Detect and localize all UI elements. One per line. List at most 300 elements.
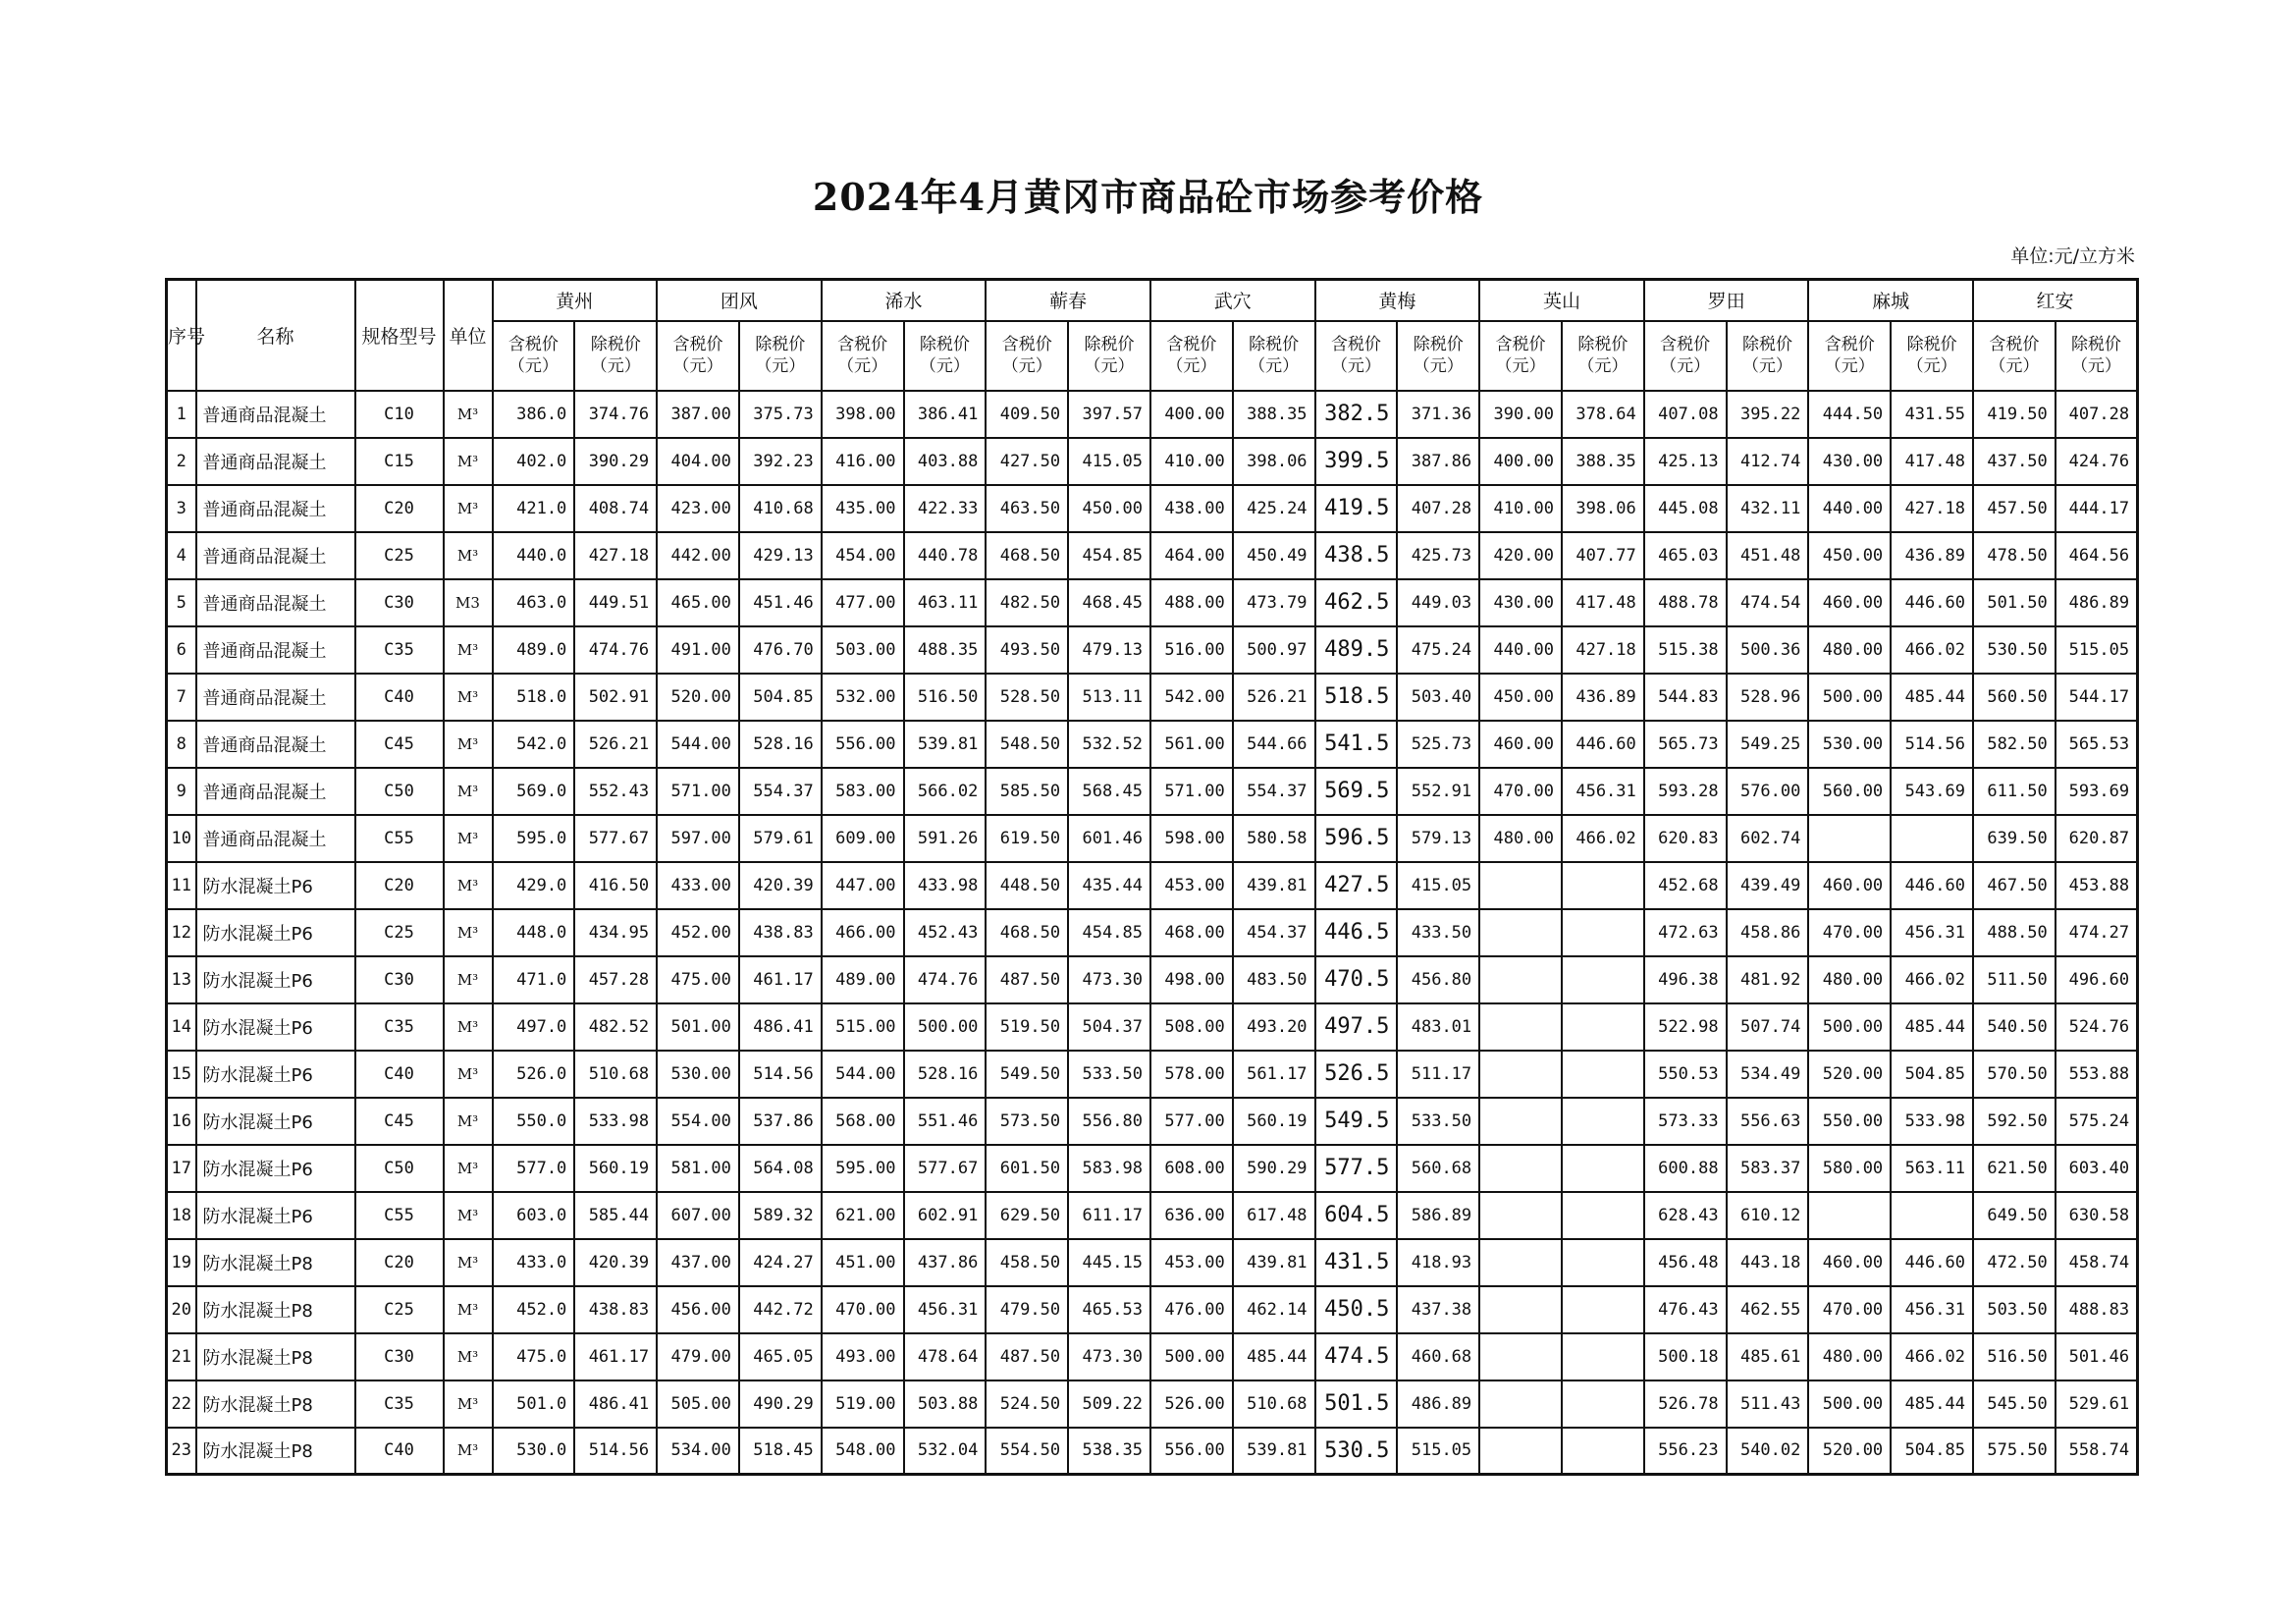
spec-grade: C50 xyxy=(355,768,444,815)
price-tax-included xyxy=(1479,862,1562,909)
price-tax-included: 440.00 xyxy=(1808,485,1891,532)
price-tax-included: 472.63 xyxy=(1644,909,1727,956)
row-index: 19 xyxy=(167,1239,196,1286)
price-tax-included xyxy=(1479,1239,1562,1286)
unit-cell: M³ xyxy=(444,1145,493,1192)
price-tax-excluded: 454.37 xyxy=(1233,909,1315,956)
price-tax-included: 520.00 xyxy=(657,674,739,721)
price-tax-included: 453.00 xyxy=(1150,1239,1233,1286)
price-tax-included: 466.00 xyxy=(822,909,904,956)
price-tax-included: 488.78 xyxy=(1644,579,1727,626)
price-tax-excluded: 528.16 xyxy=(904,1051,987,1098)
price-tax-included: 621.50 xyxy=(1973,1145,2056,1192)
spec-grade: C15 xyxy=(355,438,444,485)
price-tax-included: 491.00 xyxy=(657,626,739,674)
price-tax-included: 446.5 xyxy=(1315,909,1398,956)
price-tax-excluded: 398.06 xyxy=(1233,438,1315,485)
price-tax-included: 467.50 xyxy=(1973,862,2056,909)
price-tax-excluded xyxy=(1562,1239,1644,1286)
price-tax-excluded: 464.56 xyxy=(2056,532,2138,579)
tax-included-header: 含税价（元） xyxy=(1315,321,1398,391)
price-tax-excluded: 500.00 xyxy=(904,1003,987,1051)
price-tax-excluded: 553.88 xyxy=(2056,1051,2138,1098)
price-tax-included: 500.00 xyxy=(1808,1003,1891,1051)
price-tax-excluded: 485.44 xyxy=(1891,1380,1973,1428)
table-row xyxy=(167,1145,2138,1192)
price-tax-excluded: 386.41 xyxy=(904,391,987,438)
price-tax-included: 549.5 xyxy=(1315,1098,1398,1145)
price-tax-included: 550.00 xyxy=(1808,1098,1891,1145)
price-tax-excluded: 501.46 xyxy=(2056,1333,2138,1380)
price-tax-included: 462.5 xyxy=(1315,579,1398,626)
price-tax-included: 554.00 xyxy=(657,1098,739,1145)
price-tax-included: 477.00 xyxy=(822,579,904,626)
price-tax-excluded: 560.19 xyxy=(574,1145,657,1192)
price-tax-excluded xyxy=(1562,1333,1644,1380)
price-tax-excluded: 514.56 xyxy=(1891,721,1973,768)
price-tax-included: 595.0 xyxy=(493,815,575,862)
city-header: 英山 xyxy=(1479,280,1644,321)
price-tax-excluded: 445.15 xyxy=(1068,1239,1150,1286)
price-tax-included: 479.00 xyxy=(657,1333,739,1380)
price-tax-excluded: 424.76 xyxy=(2056,438,2138,485)
price-tax-excluded: 475.24 xyxy=(1397,626,1479,674)
price-tax-included: 516.00 xyxy=(1150,626,1233,674)
table-row xyxy=(167,438,2138,485)
tax-included-header: 含税价（元） xyxy=(1150,321,1233,391)
price-tax-excluded: 526.21 xyxy=(574,721,657,768)
price-tax-excluded: 568.45 xyxy=(1068,768,1150,815)
price-tax-excluded: 453.88 xyxy=(2056,862,2138,909)
product-name: 普通商品混凝土 xyxy=(196,674,355,721)
price-tax-included: 382.5 xyxy=(1315,391,1398,438)
price-tax-included: 423.00 xyxy=(657,485,739,532)
price-tax-excluded: 388.35 xyxy=(1562,438,1644,485)
price-tax-included: 573.33 xyxy=(1644,1098,1727,1145)
table-row xyxy=(167,391,2138,438)
price-tax-included: 480.00 xyxy=(1808,956,1891,1003)
price-tax-excluded: 551.46 xyxy=(904,1098,987,1145)
price-tax-excluded: 503.40 xyxy=(1397,674,1479,721)
price-tax-included: 519.00 xyxy=(822,1380,904,1428)
row-index: 9 xyxy=(167,768,196,815)
price-tax-excluded: 452.43 xyxy=(904,909,987,956)
price-tax-included: 556.00 xyxy=(822,721,904,768)
price-tax-excluded: 560.19 xyxy=(1233,1098,1315,1145)
price-tax-included: 540.50 xyxy=(1973,1003,2056,1051)
page-title: 2024年4月黄冈市商品砼市场参考价格 xyxy=(812,175,1484,219)
price-tax-excluded: 591.26 xyxy=(904,815,987,862)
price-tax-excluded: 466.02 xyxy=(1891,626,1973,674)
price-tax-excluded: 564.08 xyxy=(739,1145,822,1192)
price-tax-included: 387.00 xyxy=(657,391,739,438)
price-tax-included: 463.50 xyxy=(986,485,1068,532)
col-header-unit: 单位 xyxy=(444,280,493,391)
price-tax-excluded: 526.21 xyxy=(1233,674,1315,721)
price-tax-included: 440.0 xyxy=(493,532,575,579)
price-tax-included: 544.83 xyxy=(1644,674,1727,721)
price-tax-included: 500.18 xyxy=(1644,1333,1727,1380)
unit-cell: M³ xyxy=(444,391,493,438)
price-tax-included: 470.00 xyxy=(1808,909,1891,956)
unit-cell: M³ xyxy=(444,815,493,862)
price-tax-included: 545.50 xyxy=(1973,1380,2056,1428)
price-tax-included: 438.00 xyxy=(1150,485,1233,532)
price-tax-included: 518.0 xyxy=(493,674,575,721)
table-row xyxy=(167,721,2138,768)
price-tax-included: 471.0 xyxy=(493,956,575,1003)
col-header-spec: 规格型号 xyxy=(355,280,444,391)
product-name: 防水混凝土P6 xyxy=(196,862,355,909)
spec-grade: C40 xyxy=(355,1051,444,1098)
price-tax-excluded: 420.39 xyxy=(574,1239,657,1286)
price-tax-included xyxy=(1479,1428,1562,1475)
price-tax-included: 480.00 xyxy=(1808,1333,1891,1380)
spec-grade: C35 xyxy=(355,626,444,674)
unit-cell: M³ xyxy=(444,1239,493,1286)
price-tax-excluded: 561.17 xyxy=(1233,1051,1315,1098)
tax-included-header: 含税价（元） xyxy=(657,321,739,391)
price-tax-included: 470.00 xyxy=(1479,768,1562,815)
table-row xyxy=(167,1428,2138,1475)
spec-grade: C25 xyxy=(355,909,444,956)
price-tax-excluded: 510.68 xyxy=(1233,1380,1315,1428)
price-tax-excluded: 575.24 xyxy=(2056,1098,2138,1145)
price-tax-excluded: 388.35 xyxy=(1233,391,1315,438)
price-tax-included: 518.5 xyxy=(1315,674,1398,721)
price-tax-excluded: 450.00 xyxy=(1068,485,1150,532)
tax-excluded-header: 除税价（元） xyxy=(904,321,987,391)
price-tax-excluded: 611.17 xyxy=(1068,1192,1150,1239)
price-tax-included: 520.00 xyxy=(1808,1051,1891,1098)
price-tax-included xyxy=(1479,1192,1562,1239)
price-tax-included: 556.00 xyxy=(1150,1428,1233,1475)
price-tax-excluded: 560.68 xyxy=(1397,1145,1479,1192)
price-tax-excluded: 528.96 xyxy=(1727,674,1809,721)
price-tax-excluded: 456.31 xyxy=(1562,768,1644,815)
product-name: 普通商品混凝土 xyxy=(196,532,355,579)
price-tax-included: 580.00 xyxy=(1808,1145,1891,1192)
price-tax-included: 386.0 xyxy=(493,391,575,438)
price-tax-excluded: 446.60 xyxy=(1891,862,1973,909)
unit-cell: M³ xyxy=(444,862,493,909)
price-tax-excluded: 446.60 xyxy=(1562,721,1644,768)
spec-grade: C55 xyxy=(355,1192,444,1239)
row-index: 7 xyxy=(167,674,196,721)
row-index: 13 xyxy=(167,956,196,1003)
table-body xyxy=(167,391,2138,1475)
price-tax-included: 470.5 xyxy=(1315,956,1398,1003)
price-tax-included xyxy=(1479,1380,1562,1428)
price-tax-excluded: 417.48 xyxy=(1891,438,1973,485)
spec-grade: C30 xyxy=(355,956,444,1003)
price-tax-included: 402.0 xyxy=(493,438,575,485)
price-tax-included: 433.0 xyxy=(493,1239,575,1286)
product-name: 防水混凝土P6 xyxy=(196,1051,355,1098)
row-index: 4 xyxy=(167,532,196,579)
price-tax-included: 452.68 xyxy=(1644,862,1727,909)
spec-grade: C35 xyxy=(355,1003,444,1051)
spec-grade: C55 xyxy=(355,815,444,862)
col-header-name: 名称 xyxy=(196,280,355,391)
product-name: 防水混凝土P8 xyxy=(196,1286,355,1333)
price-tax-included: 501.0 xyxy=(493,1380,575,1428)
price-tax-included: 482.50 xyxy=(986,579,1068,626)
price-tax-excluded: 407.28 xyxy=(1397,485,1479,532)
price-tax-excluded: 429.13 xyxy=(739,532,822,579)
price-tax-included: 542.00 xyxy=(1150,674,1233,721)
unit-cell: M³ xyxy=(444,956,493,1003)
price-tax-included: 474.5 xyxy=(1315,1333,1398,1380)
price-tax-excluded: 412.74 xyxy=(1727,438,1809,485)
price-tax-included: 493.50 xyxy=(986,626,1068,674)
price-tax-excluded: 431.55 xyxy=(1891,391,1973,438)
price-tax-excluded: 566.02 xyxy=(904,768,987,815)
price-tax-excluded: 552.43 xyxy=(574,768,657,815)
price-tax-excluded: 371.36 xyxy=(1397,391,1479,438)
price-tax-included: 597.00 xyxy=(657,815,739,862)
price-tax-excluded: 422.33 xyxy=(904,485,987,532)
price-tax-included: 530.00 xyxy=(657,1051,739,1098)
price-tax-excluded: 603.40 xyxy=(2056,1145,2138,1192)
price-tax-excluded: 456.31 xyxy=(1891,1286,1973,1333)
price-tax-excluded: 461.17 xyxy=(574,1333,657,1380)
price-tax-excluded: 577.67 xyxy=(904,1145,987,1192)
price-tax-included xyxy=(1808,815,1891,862)
price-tax-excluded: 443.18 xyxy=(1727,1239,1809,1286)
price-tax-excluded: 407.77 xyxy=(1562,532,1644,579)
table-row xyxy=(167,862,2138,909)
price-tax-excluded: 403.88 xyxy=(904,438,987,485)
price-tax-included: 629.50 xyxy=(986,1192,1068,1239)
product-name: 普通商品混凝土 xyxy=(196,626,355,674)
price-tax-included: 498.00 xyxy=(1150,956,1233,1003)
price-tax-excluded: 601.46 xyxy=(1068,815,1150,862)
city-header: 罗田 xyxy=(1644,280,1809,321)
price-tax-excluded: 451.48 xyxy=(1727,532,1809,579)
price-table xyxy=(165,278,2139,1476)
price-tax-included: 515.38 xyxy=(1644,626,1727,674)
price-tax-excluded: 533.50 xyxy=(1068,1051,1150,1098)
price-tax-included: 603.0 xyxy=(493,1192,575,1239)
price-tax-excluded: 438.83 xyxy=(739,909,822,956)
price-tax-included: 649.50 xyxy=(1973,1192,2056,1239)
table-row xyxy=(167,1380,2138,1428)
tax-excluded-header: 除税价（元） xyxy=(1397,321,1479,391)
price-tax-excluded: 439.49 xyxy=(1727,862,1809,909)
price-tax-excluded: 439.81 xyxy=(1233,1239,1315,1286)
price-tax-excluded: 436.89 xyxy=(1891,532,1973,579)
price-tax-included: 488.50 xyxy=(1973,909,2056,956)
price-tax-included: 407.08 xyxy=(1644,391,1727,438)
price-tax-included: 530.5 xyxy=(1315,1428,1398,1475)
price-tax-excluded: 427.18 xyxy=(574,532,657,579)
price-tax-excluded: 458.86 xyxy=(1727,909,1809,956)
product-name: 防水混凝土P6 xyxy=(196,1098,355,1145)
price-tax-included xyxy=(1479,1286,1562,1333)
price-tax-excluded: 593.69 xyxy=(2056,768,2138,815)
spec-grade: C40 xyxy=(355,1428,444,1475)
tax-excluded-header: 除税价（元） xyxy=(2056,321,2138,391)
price-tax-excluded: 516.50 xyxy=(904,674,987,721)
price-tax-excluded: 502.91 xyxy=(574,674,657,721)
unit-cell: M³ xyxy=(444,626,493,674)
price-tax-excluded: 493.20 xyxy=(1233,1003,1315,1051)
price-tax-excluded: 504.85 xyxy=(1891,1051,1973,1098)
price-tax-included: 465.03 xyxy=(1644,532,1727,579)
price-tax-included: 577.0 xyxy=(493,1145,575,1192)
price-tax-included: 400.00 xyxy=(1150,391,1233,438)
price-tax-included: 463.0 xyxy=(493,579,575,626)
table-row xyxy=(167,956,2138,1003)
price-tax-included: 560.00 xyxy=(1808,768,1891,815)
tax-included-header: 含税价（元） xyxy=(1644,321,1727,391)
price-tax-included: 639.50 xyxy=(1973,815,2056,862)
price-tax-excluded: 576.00 xyxy=(1727,768,1809,815)
price-tax-included: 565.73 xyxy=(1644,721,1727,768)
price-tax-excluded: 462.14 xyxy=(1233,1286,1315,1333)
price-tax-excluded: 543.69 xyxy=(1891,768,1973,815)
price-tax-included: 464.00 xyxy=(1150,532,1233,579)
price-tax-included: 550.53 xyxy=(1644,1051,1727,1098)
price-tax-excluded: 449.03 xyxy=(1397,579,1479,626)
price-tax-excluded: 432.11 xyxy=(1727,485,1809,532)
product-name: 普通商品混凝土 xyxy=(196,768,355,815)
table-row xyxy=(167,1098,2138,1145)
price-tax-included: 571.00 xyxy=(1150,768,1233,815)
price-tax-excluded: 473.79 xyxy=(1233,579,1315,626)
price-tax-included: 427.50 xyxy=(986,438,1068,485)
price-tax-excluded: 556.63 xyxy=(1727,1098,1809,1145)
spec-grade: C35 xyxy=(355,1380,444,1428)
price-tax-included: 419.50 xyxy=(1973,391,2056,438)
price-tax-included: 582.50 xyxy=(1973,721,2056,768)
price-tax-excluded: 602.74 xyxy=(1727,815,1809,862)
price-tax-excluded: 478.64 xyxy=(904,1333,987,1380)
price-tax-excluded: 465.05 xyxy=(739,1333,822,1380)
product-name: 普通商品混凝土 xyxy=(196,485,355,532)
table-row xyxy=(167,815,2138,862)
product-name: 普通商品混凝土 xyxy=(196,579,355,626)
price-tax-included: 476.00 xyxy=(1150,1286,1233,1333)
price-tax-excluded: 554.37 xyxy=(1233,768,1315,815)
price-tax-included xyxy=(1808,1192,1891,1239)
price-tax-excluded: 427.18 xyxy=(1891,485,1973,532)
price-tax-excluded: 390.29 xyxy=(574,438,657,485)
table-row xyxy=(167,1192,2138,1239)
price-tax-included xyxy=(1479,1051,1562,1098)
price-tax-included: 480.00 xyxy=(1808,626,1891,674)
price-tax-included: 500.00 xyxy=(1808,674,1891,721)
price-tax-included: 458.50 xyxy=(986,1239,1068,1286)
price-tax-included: 500.00 xyxy=(1150,1333,1233,1380)
price-tax-excluded: 424.27 xyxy=(739,1239,822,1286)
price-tax-included: 530.0 xyxy=(493,1428,575,1475)
tax-excluded-header: 除税价（元） xyxy=(739,321,822,391)
price-tax-included: 438.5 xyxy=(1315,532,1398,579)
product-name: 普通商品混凝土 xyxy=(196,721,355,768)
unit-note: 单位:元/立方米 xyxy=(2010,245,2135,267)
price-tax-excluded: 488.35 xyxy=(904,626,987,674)
spec-grade: C45 xyxy=(355,1098,444,1145)
price-tax-excluded: 529.61 xyxy=(2056,1380,2138,1428)
city-header: 黄州 xyxy=(493,280,658,321)
price-tax-included: 440.00 xyxy=(1479,626,1562,674)
price-tax-included: 585.50 xyxy=(986,768,1068,815)
unit-cell: M³ xyxy=(444,1286,493,1333)
price-tax-included: 575.50 xyxy=(1973,1428,2056,1475)
price-tax-included: 427.5 xyxy=(1315,862,1398,909)
price-tax-included xyxy=(1479,956,1562,1003)
price-tax-included: 478.50 xyxy=(1973,532,2056,579)
price-tax-excluded: 485.44 xyxy=(1233,1333,1315,1380)
row-index: 1 xyxy=(167,391,196,438)
price-tax-excluded: 474.27 xyxy=(2056,909,2138,956)
price-tax-included: 520.00 xyxy=(1808,1428,1891,1475)
price-tax-excluded: 500.36 xyxy=(1727,626,1809,674)
price-tax-included: 468.50 xyxy=(986,532,1068,579)
price-tax-excluded: 463.11 xyxy=(904,579,987,626)
table-row xyxy=(167,485,2138,532)
unit-cell: M³ xyxy=(444,485,493,532)
price-tax-excluded: 539.81 xyxy=(1233,1428,1315,1475)
price-tax-included: 399.5 xyxy=(1315,438,1398,485)
price-tax-included: 468.50 xyxy=(986,909,1068,956)
tax-excluded-header: 除税价（元） xyxy=(1068,321,1150,391)
price-tax-included: 503.00 xyxy=(822,626,904,674)
price-tax-excluded: 514.56 xyxy=(739,1051,822,1098)
price-tax-included: 526.00 xyxy=(1150,1380,1233,1428)
price-tax-included: 475.0 xyxy=(493,1333,575,1380)
row-index: 6 xyxy=(167,626,196,674)
spec-grade: C25 xyxy=(355,1286,444,1333)
price-tax-excluded: 504.85 xyxy=(739,674,822,721)
price-tax-included: 460.00 xyxy=(1808,862,1891,909)
row-index: 21 xyxy=(167,1333,196,1380)
price-tax-included: 457.50 xyxy=(1973,485,2056,532)
price-tax-included: 522.98 xyxy=(1644,1003,1727,1051)
table-row xyxy=(167,1003,2138,1051)
price-tax-excluded: 485.44 xyxy=(1891,674,1973,721)
city-header-row xyxy=(167,280,2138,321)
unit-cell: M³ xyxy=(444,674,493,721)
price-tax-included: 437.00 xyxy=(657,1239,739,1286)
product-name: 普通商品混凝土 xyxy=(196,391,355,438)
price-tax-excluded: 525.73 xyxy=(1397,721,1479,768)
table-row xyxy=(167,626,2138,674)
price-tax-included: 544.00 xyxy=(657,721,739,768)
price-tax-excluded: 427.18 xyxy=(1562,626,1644,674)
price-tax-excluded: 515.05 xyxy=(2056,626,2138,674)
price-tax-included: 568.00 xyxy=(822,1098,904,1145)
price-tax-excluded: 433.50 xyxy=(1397,909,1479,956)
table-row xyxy=(167,674,2138,721)
price-tax-excluded: 476.70 xyxy=(739,626,822,674)
price-tax-excluded: 474.76 xyxy=(904,956,987,1003)
price-tax-included: 554.50 xyxy=(986,1428,1068,1475)
price-tax-excluded: 532.04 xyxy=(904,1428,987,1475)
price-tax-excluded: 486.89 xyxy=(2056,579,2138,626)
price-tax-included: 573.50 xyxy=(986,1098,1068,1145)
price-tax-included: 450.5 xyxy=(1315,1286,1398,1333)
price-tax-included: 410.00 xyxy=(1479,485,1562,532)
price-tax-excluded: 398.06 xyxy=(1562,485,1644,532)
price-tax-included: 468.00 xyxy=(1150,909,1233,956)
price-tax-included: 596.5 xyxy=(1315,815,1398,862)
row-index: 18 xyxy=(167,1192,196,1239)
price-tax-included: 595.00 xyxy=(822,1145,904,1192)
price-tax-excluded: 485.61 xyxy=(1727,1333,1809,1380)
